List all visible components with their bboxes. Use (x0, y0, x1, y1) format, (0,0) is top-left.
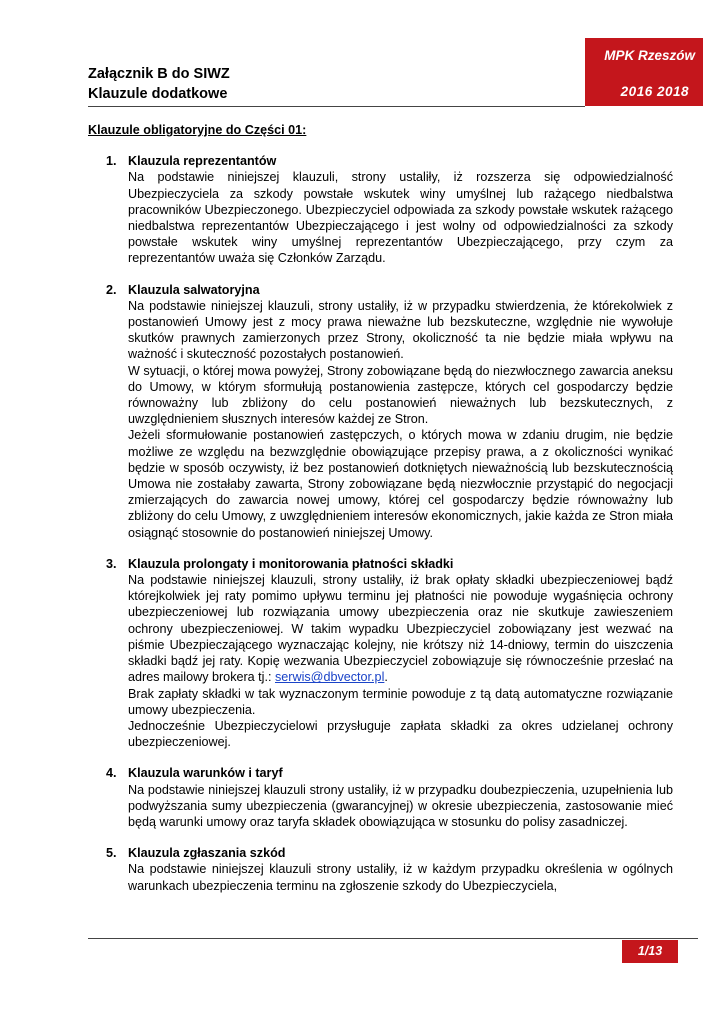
attachment-title: Załącznik B do SIWZ (88, 66, 230, 82)
email-suffix: . (384, 670, 388, 685)
clause-paragraph: Brak zapłaty składki w tak wyznaczonym terminie powoduje z tą datą automatyczne rozwiązanie umowy ubezpieczenia. (128, 686, 673, 717)
clause-title: Klauzula warunków i taryf (128, 766, 283, 781)
clause-number: 5. (106, 846, 117, 861)
clause-4 (88, 765, 673, 830)
clause-paragraph: W sytuacji, o której mowa powyżej, Strony zobowiązane będą do niezwłocznego zawarcia aneksu do Umowy, w którym sformułują postanowienia zastępcze, których cel gospodarczy będzie równoważny lub zbliżony do celu postanowień nieważnych lub bezskutecznych, z uwzględnieniem słusznych interesów każdej ze Stron. (128, 363, 673, 427)
clause-number: 3. (106, 556, 117, 571)
document-subtitle: Klauzule dodatkowe (88, 86, 228, 102)
clause-heading (88, 153, 673, 169)
clause-paragraph: Jednocześnie Ubezpieczycielowi przysługuje zapłata składki za okres udzielanej ochrony ubezpieczeniowej. (128, 718, 673, 750)
clause-title: Klauzula salwatoryjna (128, 282, 260, 297)
clause-5 (88, 845, 673, 894)
clause-paragraph (128, 572, 673, 685)
clause-3 (88, 556, 673, 750)
clause-heading (88, 765, 673, 781)
company-name: MPK Rzeszów (604, 48, 695, 63)
clause-paragraph: Na podstawie niniejszej klauzuli strony ustaliły, iż w przypadku doubezpieczenia, uzupełnienia lub podwyższania sumy ubezpieczenia (gwarancyjnej) w okresie ubezpieczenia, zastosowanie mieć będą warunki umowy oraz taryfa składek obowiązująca w stosunku do polisy zasadniczej. (128, 782, 673, 829)
section-title: Klauzule obligatoryjne do Części 01: (88, 123, 307, 137)
clause-title: Klauzula prolongaty i monitorowania płatności składki (128, 556, 454, 571)
clause-heading (88, 282, 673, 298)
clause-1 (88, 153, 673, 266)
clause-2 (88, 282, 673, 541)
clause-heading (88, 556, 673, 572)
clause-paragraph: Na podstawie niniejszej klauzuli strony ustaliły, iż w każdym przypadku określenia w ogólnych warunkach ubezpieczenia terminu na zgłoszenie szkody do Ubezpieczyciela, (128, 862, 673, 893)
clause-number: 4. (106, 766, 117, 781)
clause-title: Klauzula reprezentantów (128, 154, 277, 169)
header-divider (88, 106, 585, 107)
document-header (88, 64, 230, 104)
clause-paragraph: Jeżeli sformułowanie postanowień zastępczych, o których mowa w zdaniu drugim, nie będzie możliwe ze względu na bezwzględnie obowiązujące przepisy prawa, a z okoliczności wynikać będzie w sposób oczywisty, iż bez postanowień dotkniętych nieważnością lub bezskutecznością Umowa nie zostałaby zawarta, Strony zobowiązane będą niezwłocznie przystąpić do negocjacji zmierzających do zawarcia nowej umowy, której cel gospodarczy będzie równoważny lub zbliżony do celu Umowy, z uwzględnieniem interesów ekonomicznych, jakie każda ze Stron miała osiągnąć stosownie do postanowień niniejszej Umowy. (128, 428, 673, 540)
page-number: 1/13 (622, 940, 678, 963)
clause-paragraph: Na podstawie niniejszej klauzuli, strony ustaliły, iż rozszerza się odpowiedzialność Ubezpieczyciela za szkody powstałe wskutek winy umyślnej lub rażącego niedbalstwa pracowników Ubezpieczonego. Ubezpieczyciel odpowiada za szkody powstałe wskutek rażącego niedbalstwa reprezentantów Ubezpieczającego i jest wolny od odpowiedzialności za szkody powstałe wskutek winy umyślnej reprezentantów Ubezpieczającego, przy czym za reprezentantów uważa się Członków Zarządu. (128, 170, 673, 266)
document-body (88, 122, 673, 909)
footer-divider (88, 938, 698, 939)
clause-number: 1. (106, 154, 117, 169)
years-label: 2016 2018 (620, 84, 689, 99)
clause-text: Na podstawie niniejszej klauzuli, strony ustaliły, iż brak opłaty składki ubezpieczeniowej bądź którejkolwiek jej raty pomimo upływu terminu jej płatności nie powoduje wygaśnięcia ochrony ubezpieczeniowej lub rozwiązania umowy ubezpieczenia oraz nie skutkuje zawieszeniem ochrony ubezpieczeniowej. W takim wypadku Ubezpieczyciel zobowiązany jest wezwać na piśmie Ubezpieczającego wyznaczając kolejny, nie krótszy niż 14-dniowy, termin do uiszczenia składki bądź jej raty. Kopię wezwania Ubezpieczyciel zobowiązuje się równocześnie przesłać na adres mailowy brokera tj.: (128, 573, 673, 685)
clause-title: Klauzula zgłaszania szkód (128, 846, 286, 861)
clause-heading (88, 845, 673, 861)
broker-email-link[interactable]: serwis@dbvector.pl (274, 670, 385, 685)
company-badge (585, 38, 703, 106)
clause-number: 2. (106, 282, 117, 297)
clause-paragraph: Na podstawie niniejszej klauzuli, strony ustaliły, iż w przypadku stwierdzenia, że którekolwiek z postanowień Umowy jest z mocy prawa nieważne lub bezskuteczne, względnie nie wywołuje skutków prawnych zamierzonych przez Strony, okoliczność ta nie będzie miała wpływu na ważność i skuteczność pozostałych postanowień. (128, 298, 673, 362)
